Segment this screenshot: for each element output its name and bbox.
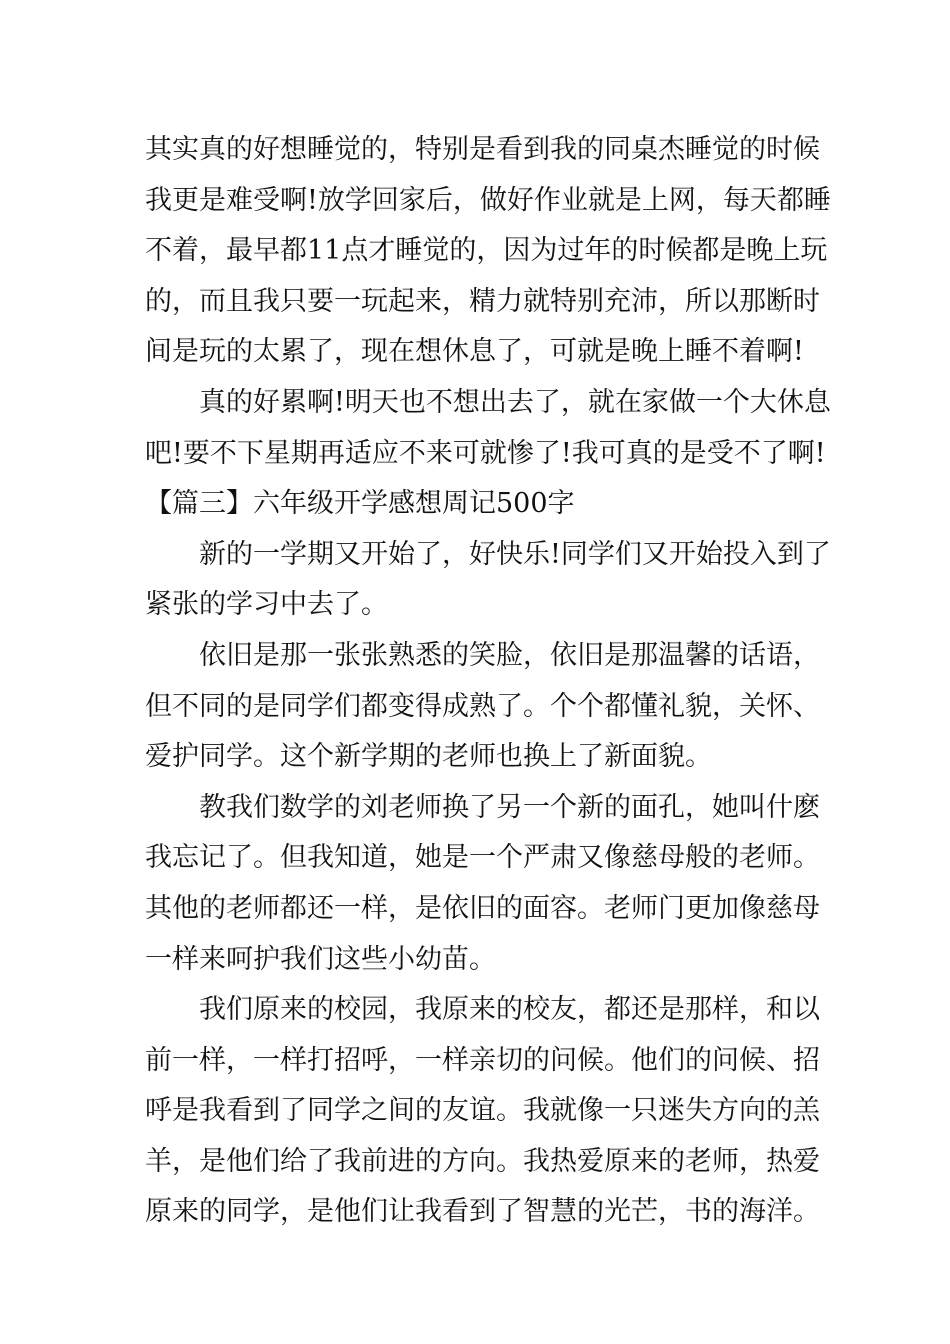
paragraph-first-line: 教我们数学的刘老师换了另一个新的面孔，她叫什麽 (199, 791, 820, 823)
text-line: 的，而且我只要一玩起来，精力就特别充沛，所以那断时 (145, 285, 820, 317)
text-line: 爱护同学。这个新学期的老师也换上了新面貌。 (145, 741, 712, 773)
text-line: 呼是我看到了同学之间的友谊。我就像一只迷失方向的羔 (145, 1095, 820, 1127)
text-line: 紧张的学习中去了。 (145, 589, 388, 621)
text-line: 其实真的好想睡觉的，特别是看到我的同桌杰睡觉的时候 (145, 134, 820, 165)
text-line: 吧!要不下星期再适应不来可就惨了!我可真的是受不了啊! (145, 437, 826, 469)
paragraph-first-line: 新的一学期又开始了，好快乐!同学们又开始投入到了 (199, 538, 831, 570)
text-line: 我忘记了。但我知道，她是一个严肃又像慈母般的老师。 (145, 842, 820, 874)
paragraph-first-line: 我们原来的校园，我原来的校友，都还是那样，和以 (199, 994, 820, 1026)
text-line: 我更是难受啊!放学回家后，做好作业就是上网，每天都睡 (145, 184, 831, 216)
text-line: 间是玩的太累了，现在想休息了，可就是晚上睡不着啊! (145, 336, 804, 368)
paragraph-first-line: 真的好累啊!明天也不想出去了，就在家做一个大休息 (199, 386, 831, 418)
paragraph-first-line: 依旧是那一张张熟悉的笑脸，依旧是那温馨的话语， (199, 639, 820, 671)
text-line: 前一样，一样打招呼，一样亲切的问候。他们的问候、招 (145, 1044, 820, 1076)
document-body (145, 125, 831, 1238)
section-heading: 【篇三】六年级开学感想周记500字 (145, 488, 575, 520)
text-line: 其他的老师都还一样，是依旧的面容。老师门更加像慈母 (145, 892, 820, 924)
text-line: 但不同的是同学们都变得成熟了。个个都懂礼貌，关怀、 (145, 690, 820, 722)
text-line: 不着，最早都11点才睡觉的，因为过年的时候都是晚上玩 (145, 235, 828, 267)
text-line: 原来的同学，是他们让我看到了智慧的光芒，书的海洋。 (145, 1196, 820, 1228)
text-line: 羊，是他们给了我前进的方向。我热爱原来的老师，热爱 (145, 1145, 820, 1177)
text-line: 一样来呵护我们这些小幼苗。 (145, 943, 496, 975)
